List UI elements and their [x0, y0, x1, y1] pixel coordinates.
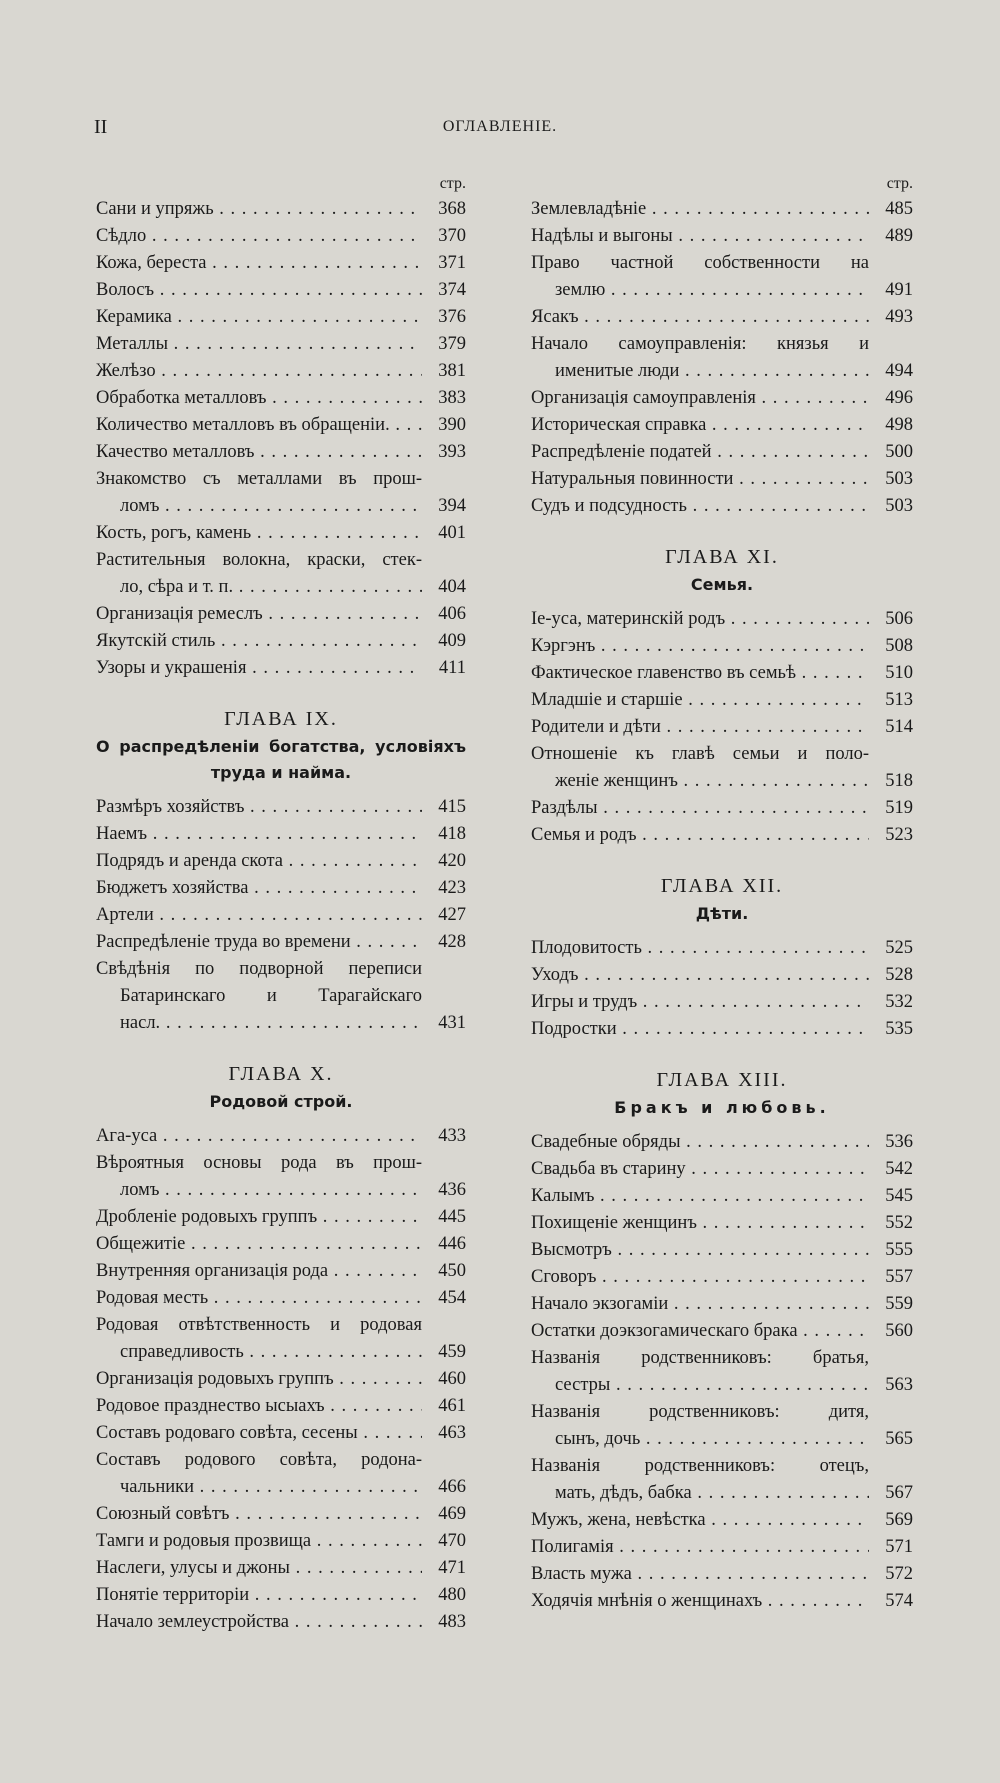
toc-entry: [531, 1399, 913, 1453]
toc-entry: [531, 1264, 913, 1291]
entry-title: Ясакъ . . .: [531, 304, 869, 331]
toc-entry: [531, 714, 913, 741]
toc-entry: [96, 848, 466, 875]
toc-entry: [96, 1555, 466, 1582]
entry-title: Историческая справка . . .: [531, 412, 869, 439]
entry-title: Судъ и подсудность . . .: [531, 493, 869, 520]
entry-page: 563: [885, 1375, 913, 1395]
entry-page: 510: [885, 663, 913, 683]
chapter-subtitle: Дѣти.: [695, 904, 749, 923]
entry-title: [96, 1447, 422, 1501]
entry-title: [531, 331, 869, 385]
toc-entry: [531, 1453, 913, 1507]
entry-title-line: сынъ, дочь . . .: [531, 1426, 869, 1453]
chapter-title: ГЛАВА XI.: [665, 546, 779, 568]
toc-entry: [96, 439, 466, 466]
entry-title: Волосъ . . .: [96, 277, 422, 304]
toc-entry: [531, 1318, 913, 1345]
toc-list: [531, 606, 913, 849]
entry-title-line: Отношеніе къ главѣ семьи и поло-: [531, 744, 869, 764]
entry-page: 368: [438, 199, 466, 219]
entry-title: Якутскій стиль . . .: [96, 628, 422, 655]
chapter-subtitle-line: О распредѣленіи богатства, условіяхъ: [96, 737, 466, 756]
entry-title: Свадебные обряды . . .: [531, 1129, 869, 1156]
toc-entry: [531, 250, 913, 304]
entry-title: Дробленіе родовыхъ группъ . . .: [96, 1204, 422, 1231]
entry-page: 536: [885, 1132, 913, 1152]
entry-title: Распредѣленіе труда во времени . . .: [96, 929, 422, 956]
toc-entry: [531, 385, 913, 412]
entry-title: Высмотръ . . .: [531, 1237, 869, 1264]
toc-list: [531, 1129, 913, 1615]
toc-list: [96, 794, 466, 1037]
toc-entry: [96, 1501, 466, 1528]
toc-entry: [96, 1420, 466, 1447]
chapter-title: ГЛАВА IX.: [224, 708, 338, 730]
toc-entry: [96, 1204, 466, 1231]
toc-entry: [531, 412, 913, 439]
toc-entry: [96, 794, 466, 821]
chapter-title: ГЛАВА X.: [228, 1063, 334, 1085]
entry-title: [96, 1150, 422, 1204]
toc-entry: [531, 466, 913, 493]
entry-page: 571: [885, 1537, 913, 1557]
entry-page: 555: [885, 1240, 913, 1260]
entry-page: 409: [438, 631, 466, 651]
toc-entry: [96, 385, 466, 412]
entry-title: Тамги и родовыя прозвища . . .: [96, 1528, 422, 1555]
toc-entry: [96, 821, 466, 848]
toc-entry: [96, 520, 466, 547]
chapter-subtitle: Родовой строй.: [209, 1092, 353, 1111]
entry-title: Ага-уса . . .: [96, 1123, 422, 1150]
entry-page: 450: [438, 1261, 466, 1281]
entry-title-line: Свѣдѣнія по подворной переписи: [96, 959, 422, 979]
toc-entry: [531, 1237, 913, 1264]
toc-entry: [531, 331, 913, 385]
toc-entry: [96, 1393, 466, 1420]
entry-title: Землевладѣніе . . .: [531, 196, 869, 223]
entry-page: 381: [438, 361, 466, 381]
entry-title-line: сестры . . .: [531, 1372, 869, 1399]
entry-title: Ходячія мнѣнія о женщинахъ . . .: [531, 1588, 869, 1615]
entry-title: Составъ родоваго совѣта, сесены . . .: [96, 1420, 422, 1447]
toc-entry: [96, 1123, 466, 1150]
entry-title: Кожа, береста . . .: [96, 250, 422, 277]
toc-entry: [96, 1258, 466, 1285]
entry-title-line: насл. . . .: [96, 1010, 422, 1037]
entry-title: Фактическое главенство въ семьѣ . . .: [531, 660, 869, 687]
entry-title: Сани и упряжь . . .: [96, 196, 422, 223]
toc-entry: [531, 1561, 913, 1588]
entry-title: Начало экзогаміи . . .: [531, 1291, 869, 1318]
entry-title-line: Родовая отвѣтственность и родовая: [96, 1315, 422, 1335]
toc-entry: [531, 1016, 913, 1043]
entry-title-line: Вѣроятныя основы рода въ прош-: [96, 1153, 422, 1173]
entry-page: 371: [438, 253, 466, 273]
toc-entry: [531, 633, 913, 660]
entry-page: 552: [885, 1213, 913, 1233]
right-column: [531, 172, 913, 1615]
toc-entry: [96, 223, 466, 250]
toc-entry: [96, 1366, 466, 1393]
toc-entry: [531, 989, 913, 1016]
chapter-subtitle: [96, 734, 466, 786]
toc-entry: [531, 795, 913, 822]
entry-page: 491: [885, 280, 913, 300]
page-column-label: стр.: [439, 175, 466, 192]
entry-page: 383: [438, 388, 466, 408]
entry-title: [531, 1453, 869, 1507]
entry-title: Кость, рогъ, камень . . .: [96, 520, 422, 547]
entry-title: Общежитіе . . .: [96, 1231, 422, 1258]
entry-page: 406: [438, 604, 466, 624]
toc-entry: [531, 493, 913, 520]
entry-title-line: справедливость . . .: [96, 1339, 422, 1366]
entry-title-line: женіе женщинъ . . .: [531, 768, 869, 795]
toc-entry: [531, 1345, 913, 1399]
entry-title: Натуральныя повинности . . .: [531, 466, 869, 493]
entry-page: 459: [438, 1342, 466, 1362]
entry-page: 428: [438, 932, 466, 952]
entry-title: [531, 250, 869, 304]
page-number: II: [94, 116, 108, 138]
entry-page: 574: [885, 1591, 913, 1611]
entry-page: 415: [438, 797, 466, 817]
toc-entry: [96, 956, 466, 1037]
toc-entry: [531, 606, 913, 633]
entry-page: 494: [885, 361, 913, 381]
entry-page: 404: [438, 577, 466, 597]
toc-list: [96, 196, 466, 682]
toc-entry: [96, 1150, 466, 1204]
entry-page: 519: [885, 798, 913, 818]
entry-page: 523: [885, 825, 913, 845]
toc-entry: [96, 466, 466, 520]
entry-title: Игры и трудъ . . .: [531, 989, 869, 1016]
entry-page: 500: [885, 442, 913, 462]
entry-title-line: Знакомство съ металлами въ прош-: [96, 469, 422, 489]
entry-title: Раздѣлы . . .: [531, 795, 869, 822]
entry-title-line: Составъ родового совѣта, родона-: [96, 1450, 422, 1470]
entry-page: 503: [885, 496, 913, 516]
entry-page: 535: [885, 1019, 913, 1039]
toc-entry: [96, 277, 466, 304]
entry-page: 433: [438, 1126, 466, 1146]
entry-title-line: ломъ . . .: [96, 1177, 422, 1204]
entry-page: 427: [438, 905, 466, 925]
entry-page: 503: [885, 469, 913, 489]
entry-title: [531, 1399, 869, 1453]
entry-page: 418: [438, 824, 466, 844]
entry-title: Понятіе территоріи . . .: [96, 1582, 422, 1609]
toc-entry: [96, 902, 466, 929]
entry-page: 506: [885, 609, 913, 629]
page-column-label: стр.: [886, 175, 913, 192]
entry-page: 545: [885, 1186, 913, 1206]
toc-entry: [96, 628, 466, 655]
entry-title: Подрядъ и аренда скота . . .: [96, 848, 422, 875]
entry-page: 485: [885, 199, 913, 219]
entry-title: Сѣдло . . .: [96, 223, 422, 250]
entry-page: 461: [438, 1396, 466, 1416]
toc-entry: [531, 1291, 913, 1318]
toc-entry: [96, 250, 466, 277]
toc-entry: [531, 1129, 913, 1156]
entry-title: Организація самоуправленія . . .: [531, 385, 869, 412]
toc-entry: [531, 1534, 913, 1561]
entry-title-line: Право частной собственности на: [531, 253, 869, 273]
toc-entry: [96, 875, 466, 902]
toc-entry: [96, 1582, 466, 1609]
entry-page: 532: [885, 992, 913, 1012]
chapter-subtitle-line: труда и найма.: [210, 763, 352, 782]
entry-page: 436: [438, 1180, 466, 1200]
entry-page: 466: [438, 1477, 466, 1497]
entry-title: Плодовитость . . .: [531, 935, 869, 962]
toc-entry: [531, 1156, 913, 1183]
entry-title-line: Названія родственниковъ: отецъ,: [531, 1456, 869, 1476]
entry-title: Мужъ, жена, невѣстка . . .: [531, 1507, 869, 1534]
toc-entry: [531, 439, 913, 466]
entry-title: [96, 1312, 422, 1366]
entry-page: 498: [885, 415, 913, 435]
entry-title: Родители и дѣти . . .: [531, 714, 869, 741]
entry-page: 394: [438, 496, 466, 516]
entry-title: Уходъ . . .: [531, 962, 869, 989]
toc-entry: [96, 358, 466, 385]
entry-page: 560: [885, 1321, 913, 1341]
entry-title: [531, 1345, 869, 1399]
entry-title: Качество металловъ . . .: [96, 439, 422, 466]
entry-title-line: землю . . .: [531, 277, 869, 304]
entry-title: Артели . . .: [96, 902, 422, 929]
toc-list: [531, 935, 913, 1043]
entry-page: 528: [885, 965, 913, 985]
toc-entry: [531, 1183, 913, 1210]
toc-entry: [96, 601, 466, 628]
toc-entry: [96, 1609, 466, 1636]
entry-title: Остатки доэкзогамическаго брака . . .: [531, 1318, 869, 1345]
entry-title: [96, 466, 422, 520]
page-title: ОГЛАВЛЕНІЕ.: [442, 118, 558, 135]
toc-entry: [96, 331, 466, 358]
entry-page: 508: [885, 636, 913, 656]
entry-title: Похищеніе женщинъ . . .: [531, 1210, 869, 1237]
toc-entry: [531, 687, 913, 714]
entry-title-line: ло, сѣра и т. п. . . .: [96, 574, 422, 601]
toc-entry: [96, 1231, 466, 1258]
entry-title-line: ломъ . . .: [96, 493, 422, 520]
toc-entry: [531, 1588, 913, 1615]
entry-title: Родовая месть . . .: [96, 1285, 422, 1312]
entry-title-line: Названія родственниковъ: братья,: [531, 1348, 869, 1368]
entry-page: 493: [885, 307, 913, 327]
entry-page: 393: [438, 442, 466, 462]
entry-title-line: мать, дѣдъ, бабка . . .: [531, 1480, 869, 1507]
entry-title: Іе-уса, материнскій родъ . . .: [531, 606, 869, 633]
toc-entry: [96, 1447, 466, 1501]
toc-entry: [96, 196, 466, 223]
toc-entry: [531, 935, 913, 962]
entry-title: Младшіе и старшіе . . .: [531, 687, 869, 714]
entry-title: [96, 956, 422, 1037]
toc-entry: [531, 741, 913, 795]
entry-title: Организація родовыхъ группъ . . .: [96, 1366, 422, 1393]
entry-page: 572: [885, 1564, 913, 1584]
entry-title-line: Названія родственниковъ: дитя,: [531, 1402, 869, 1422]
entry-title: Сговоръ . . .: [531, 1264, 869, 1291]
toc-entry: [531, 304, 913, 331]
entry-page: 431: [438, 1013, 466, 1033]
entry-page: 379: [438, 334, 466, 354]
entry-page: 480: [438, 1585, 466, 1605]
entry-page: 460: [438, 1369, 466, 1389]
entry-page: 542: [885, 1159, 913, 1179]
toc-entry: [531, 660, 913, 687]
toc-entry: [531, 196, 913, 223]
entry-title: Наемъ . . .: [96, 821, 422, 848]
toc-entry: [96, 412, 466, 439]
toc-entry: [96, 547, 466, 601]
entry-title-line: чальники . . .: [96, 1474, 422, 1501]
entry-title: Союзный совѣтъ . . .: [96, 1501, 422, 1528]
entry-page: 525: [885, 938, 913, 958]
entry-title: Внутренняя организація рода . . .: [96, 1258, 422, 1285]
entry-page: 420: [438, 851, 466, 871]
entry-page: 513: [885, 690, 913, 710]
entry-page: 470: [438, 1531, 466, 1551]
entry-title: Организація ремеслъ . . .: [96, 601, 422, 628]
toc-entry: [96, 1528, 466, 1555]
entry-title: [96, 547, 422, 601]
entry-page: 569: [885, 1510, 913, 1530]
entry-title-line: Растительныя волокна, краски, стек-: [96, 550, 422, 570]
chapter-subtitle: Бракъ и любовь.: [614, 1098, 830, 1117]
entry-title: Количество металловъ въ обращеніи. . . .: [96, 412, 422, 439]
entry-title: Подростки . . .: [531, 1016, 869, 1043]
entry-page: 567: [885, 1483, 913, 1503]
entry-page: 489: [885, 226, 913, 246]
chapter-title: ГЛАВА XII.: [660, 875, 784, 897]
entry-page: 454: [438, 1288, 466, 1308]
entry-page: 471: [438, 1558, 466, 1578]
entry-page: 445: [438, 1207, 466, 1227]
entry-title-line: Начало самоуправленія: князья и: [531, 334, 869, 354]
entry-page: 565: [885, 1429, 913, 1449]
entry-page: 514: [885, 717, 913, 737]
entry-page: 374: [438, 280, 466, 300]
entry-title: Семья и родъ . . .: [531, 822, 869, 849]
entry-page: 401: [438, 523, 466, 543]
toc-entry: [531, 1507, 913, 1534]
entry-title: Начало землеустройства . . .: [96, 1609, 422, 1636]
toc-entry: [96, 304, 466, 331]
toc-entry: [531, 822, 913, 849]
entry-title: Узоры и украшенія . . .: [96, 655, 422, 682]
entry-page: 463: [438, 1423, 466, 1443]
entry-page: 411: [438, 658, 466, 678]
entry-title: Обработка металловъ . . .: [96, 385, 422, 412]
chapter-subtitle: Семья.: [690, 575, 754, 594]
entry-title: Размѣръ хозяйствъ . . .: [96, 794, 422, 821]
left-column: [96, 172, 466, 1636]
entry-page: 557: [885, 1267, 913, 1287]
entry-title: Свадьба въ старину . . .: [531, 1156, 869, 1183]
entry-title: Бюджетъ хозяйства . . .: [96, 875, 422, 902]
toc-entry: [96, 1312, 466, 1366]
entry-page: 483: [438, 1612, 466, 1632]
entry-title: Надѣлы и выгоны . . .: [531, 223, 869, 250]
entry-page: 446: [438, 1234, 466, 1254]
entry-page: 423: [438, 878, 466, 898]
entry-title: Полигамія . . .: [531, 1534, 869, 1561]
toc-entry: [531, 962, 913, 989]
toc-entry: [96, 655, 466, 682]
entry-title: Власть мужа . . .: [531, 1561, 869, 1588]
entry-page: 469: [438, 1504, 466, 1524]
entry-page: 518: [885, 771, 913, 791]
entry-title-line: Батаринскаго и Тарагайскаго: [120, 986, 422, 1006]
toc-entry: [96, 1285, 466, 1312]
toc-entry: [531, 1210, 913, 1237]
entry-title: Наслеги, улусы и джоны . . .: [96, 1555, 422, 1582]
entry-title: Керамика . . .: [96, 304, 422, 331]
entry-title: [531, 741, 869, 795]
entry-title: Кэргэнъ . . .: [531, 633, 869, 660]
entry-title-line: именитые люди . . .: [531, 358, 869, 385]
entry-page: 559: [885, 1294, 913, 1314]
toc-list: [531, 196, 913, 520]
toc-list: [96, 1123, 466, 1636]
entry-title: Распредѣленіе податей . . .: [531, 439, 869, 466]
entry-title: Родовое празднество ысыахъ . . .: [96, 1393, 422, 1420]
toc-entry: [96, 929, 466, 956]
entry-page: 390: [438, 415, 466, 435]
chapter-title: ГЛАВА XIII.: [656, 1069, 788, 1091]
entry-page: 496: [885, 388, 913, 408]
entry-title: Калымъ . . .: [531, 1183, 869, 1210]
entry-title: Металлы . . .: [96, 331, 422, 358]
entry-title: Желѣзо . . .: [96, 358, 422, 385]
toc-entry: [531, 223, 913, 250]
entry-page: 370: [438, 226, 466, 246]
entry-page: 376: [438, 307, 466, 327]
